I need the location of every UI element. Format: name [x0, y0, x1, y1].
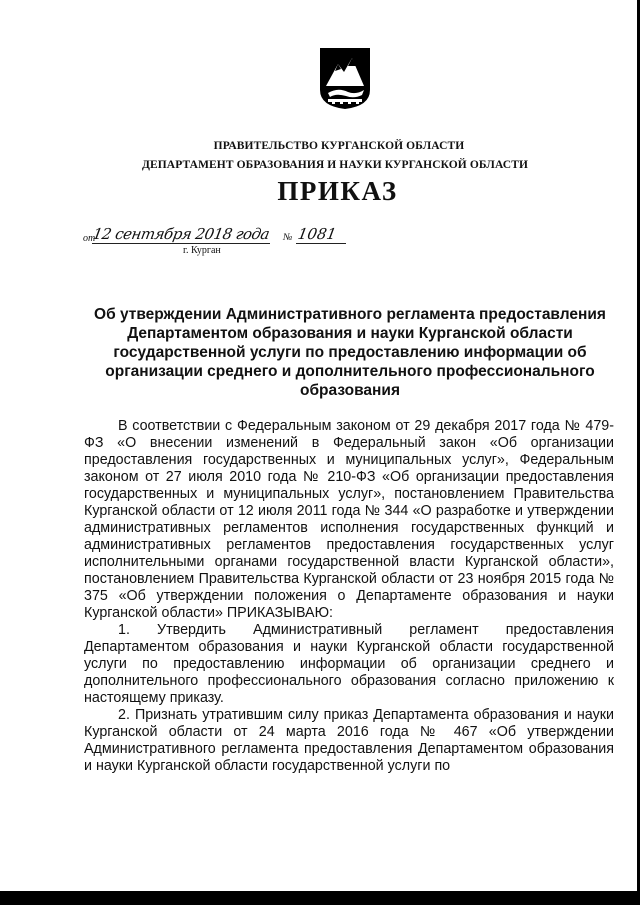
document-type-title: ПРИКАЗ [277, 176, 398, 206]
department-name: ДЕПАРТАМЕНТ ОБРАЗОВАНИЯ И НАУКИ КУРГАНСКОЙ ОБЛАСТИ [141, 159, 529, 171]
body-paragraph-item-1: 1. Утвердить Административный регламент предоставления Департаментом образования и науки Курганской области государственной услуги по предоставлению информации об организации среднего и дополнительного профессионального образования согласно приложению к настоящему приказу. [84, 622, 614, 706]
number-underline [296, 243, 346, 244]
scan-edge-bottom [0, 891, 640, 905]
date-underline [92, 243, 270, 244]
order-subject: Об утверждении Административного регламента предоставления Департаментом образования и науки Курганской области государственной услуги по предоставлению информации об организации среднего и дополнительного профессионального образования [94, 306, 606, 399]
number-prefix: № [283, 232, 293, 243]
handwritten-date: 12 сентября 2018 года [91, 225, 271, 243]
order-body [84, 418, 614, 775]
date-prefix: от [83, 233, 96, 244]
coat-of-arms-icon [318, 46, 372, 110]
handwritten-number: 1081 [296, 225, 338, 243]
date-number-line [83, 225, 353, 247]
body-paragraph-item-2: 2. Признать утратившим силу приказ Департамента образования и науки Курганской области от 24 марта 2016 года № 467 «Об утверждении Административного регламента предоставления Департаментом образования и науки Курганской области государственной услуги по [84, 707, 614, 774]
government-name: ПРАВИТЕЛЬСТВО КУРГАНСКОЙ ОБЛАСТИ [213, 140, 465, 152]
city-name: г. Курган [183, 245, 221, 256]
body-paragraph-preamble: В соответствии с Федеральным законом от 29 декабря 2017 года № 479-ФЗ «О внесении изменений в Федеральный закон «Об организации предоставления государственных и муниципальных услуг», Федеральным законом от 27 июля 2010 года № 210-ФЗ «Об организации предоставления государственных и муниципальных услуг», постановлением Правительства Курганской области от 12 июля 2011 года № 344 «О разработке и утверждении административных регламентов исполнения государственных функций и административных регламентов предоставления государственных услуг исполнительными органами государственной власти Курганской области», постановлением Правительства Курганской области от 23 ноября 2015 года № 375 «Об утверждении положения о Департаменте образования и науки Курганской области» ПРИКАЗЫВАЮ: [84, 418, 614, 621]
